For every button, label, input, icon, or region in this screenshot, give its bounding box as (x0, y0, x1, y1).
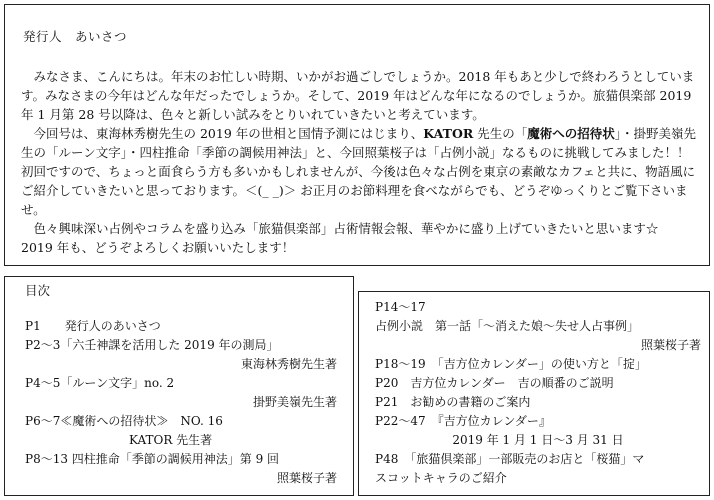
greeting-title: 発行人 あいさつ (23, 29, 128, 44)
greeting-text-segment: 今回号は、東海林秀樹先生の 2019 年の世相と国情予測にはじまり、 (33, 126, 424, 141)
toc-left-box (4, 276, 354, 496)
toc-entry: P8～13 四柱推命「季節の調候用神法」第 9 回 (25, 452, 280, 466)
toc-entry: P14～17 (375, 300, 426, 314)
toc-right-box (358, 291, 710, 496)
greeting-text-segment: 」・掛野美嶺先生の「ルーン文字」・四柱推命「季節の調候用神法」と、今回照葉桜子は「占例小説」なるものに挑戦してみました！！ 初回ですので、ちょっと面食らう方も多いかもしれませんが、今後は色々な占例を東京の素敵なカフェと共に、物語風にご紹介していきたいと思っております。＜(_ _)＞ お正月のお節料理を食べながらでも、どうぞゆっくりとご覧下さいませ。 (21, 126, 703, 217)
toc-author: 照葉桜子著 (276, 471, 337, 485)
greeting-body (21, 67, 703, 257)
toc-title: 目次 (25, 283, 51, 298)
toc-entry: P6～7≪魔術への招待状≫ NO. 16 (25, 414, 223, 428)
toc-entry: P21 お勧めの書籍のご案内 (375, 395, 531, 409)
greeting-text-segment: 先生の「 (473, 126, 528, 141)
greeting-text-segment: みなさま、こんにちは。年末のお忙しい時期、いかがお過ごしでしょうか。2018 年もあと少しで終わろうとしています。みなさまの今年はどんな年だったでしょうか。そして、2019 年はどんな年になるのでしょうか。旅猫倶楽部 2019 年 1 月第 28 号以降は、色々と新しい試みをとりいれていきたいと考えています。 (21, 69, 695, 122)
toc-entry: P18～19 「吉方位カレンダー」の使い方と「掟」 (375, 357, 647, 371)
greeting-text-segment: 色々興味深い占例やコラムを盛り込み「旅猫倶楽部」占術情報会報、華やかに盛り上げていきたいと思います☆ 2019 年も、どうぞよろしくお願いいたします！ (21, 221, 671, 255)
toc-left-list (25, 317, 337, 488)
greeting-box (4, 4, 710, 266)
greeting-paragraph (21, 124, 703, 219)
greeting-text-segment: KATOR (423, 126, 474, 141)
toc-author: 照葉桜子著 (640, 338, 701, 352)
toc-author: KATOR 先生著 (129, 433, 213, 447)
toc-author: 東海林秀樹先生著 (240, 357, 337, 371)
toc-entry: スコットキャラのご紹介 (375, 471, 507, 485)
toc-entry: P22～47 『吉方位カレンダー』 (375, 414, 551, 428)
toc-entry: P1 発行人のあいさつ (25, 319, 161, 333)
toc-entry: P2～3「六壬神課を活用した 2019 年の測局」 (25, 338, 279, 352)
greeting-paragraph (21, 219, 699, 257)
toc-entry: P48 「旅猫倶楽部」一部販売のお店と「桜猫」マ (375, 452, 645, 466)
toc-entry: P4～5「ルーン文字」no. 2 (25, 376, 175, 390)
greeting-paragraph (21, 67, 699, 124)
toc-right-list (375, 298, 701, 488)
toc-entry: P20 吉方位カレンダー 吉の順番のご説明 (375, 376, 614, 390)
toc-entry: 占例小説 第一話「～消えた娘～失せ人占事例」 (375, 319, 640, 333)
greeting-text-segment: 魔術への招待状 (527, 126, 615, 141)
toc-entry: 2019 年 1 月 1 日～3 月 31 日 (452, 433, 624, 447)
toc-author: 掛野美嶺先生著 (252, 395, 337, 409)
